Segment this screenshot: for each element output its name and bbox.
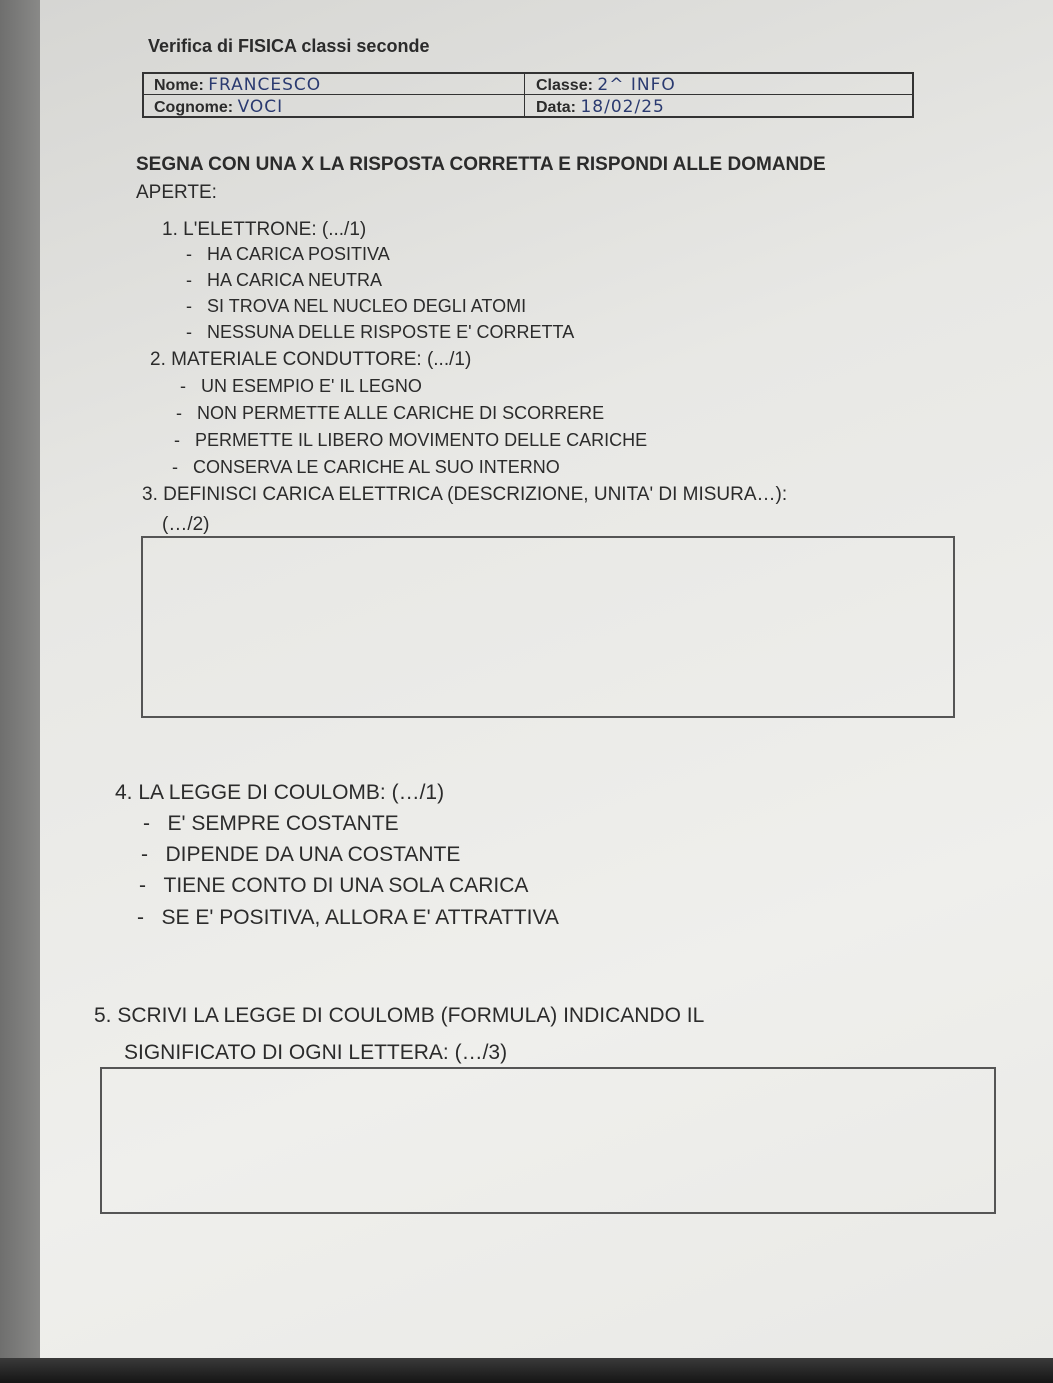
question-1-option-4[interactable]: - NESSUNA DELLE RISPOSTE E' CORRETTA (186, 322, 575, 342)
question-5-text-line-2: SIGNIFICATO DI OGNI LETTERA: (…/3) (124, 1041, 508, 1064)
question-1-option-2[interactable]: - HA CARICA NEUTRA (186, 270, 383, 290)
question-4-option-4[interactable]: - SE E' POSITIVA, ALLORA E' ATTRATTIVA (137, 906, 559, 929)
instructions-line-1: SEGNA CON UNA X LA RISPOSTA CORRETTA E RISPONDI ALLE DOMANDE (136, 154, 826, 175)
worksheet-title: Verifica di FISICA classi seconde (148, 36, 430, 56)
question-1-option-3[interactable]: - SI TROVA NEL NUCLEO DEGLI ATOMI (186, 296, 527, 316)
question-2-option-4[interactable]: - CONSERVA LE CARICHE AL SUO INTERNO (172, 457, 560, 477)
classe-label: Classe: (536, 77, 593, 94)
table-divider-vertical (524, 74, 525, 116)
data-value: 18/02/25 (580, 97, 665, 117)
question-1-option-1[interactable]: - HA CARICA POSITIVA (186, 244, 390, 264)
question-5-answer-box[interactable] (100, 1067, 996, 1214)
question-4-text: 4. LA LEGGE DI COULOMB: (…/1) (115, 781, 445, 804)
nome-cell (154, 75, 321, 95)
classe-cell (536, 75, 676, 95)
question-5-text-line-1: 5. SCRIVI LA LEGGE DI COULOMB (FORMULA) INDICANDO IL (94, 1004, 705, 1027)
cognome-cell (154, 97, 283, 117)
question-4-option-3[interactable]: - TIENE CONTO DI UNA SOLA CARICA (139, 874, 529, 897)
question-4-option-1[interactable]: - E' SEMPRE COSTANTE (143, 812, 399, 835)
question-2-text: 2. MATERIALE CONDUTTORE: (.../1) (150, 349, 472, 370)
question-3-text-line-2: (…/2) (162, 514, 210, 535)
question-2-option-3[interactable]: - PERMETTE IL LIBERO MOVIMENTO DELLE CARICHE (174, 430, 648, 450)
question-4-option-2[interactable]: - DIPENDE DA UNA COSTANTE (141, 843, 461, 866)
cognome-value: VOCI (237, 97, 284, 117)
nome-label: Nome: (154, 77, 204, 94)
student-info-table (142, 72, 914, 118)
data-cell (536, 97, 665, 117)
cognome-label: Cognome: (154, 99, 234, 116)
instructions-line-2: APERTE: (136, 182, 217, 203)
nome-value: FRANCESCO (208, 75, 322, 95)
question-2-option-1[interactable]: - UN ESEMPIO E' IL LEGNO (180, 376, 422, 396)
question-2-option-2[interactable]: - NON PERMETTE ALLE CARICHE DI SCORRERE (176, 403, 605, 423)
question-1-text: 1. L'ELETTRONE: (.../1) (162, 219, 367, 240)
question-3-answer-box[interactable] (141, 536, 955, 718)
data-label: Data: (536, 99, 577, 116)
question-3-text-line-1: 3. DEFINISCI CARICA ELETTRICA (DESCRIZIONE, UNITA' DI MISURA…): (142, 484, 788, 505)
classe-value: 2^ INFO (597, 75, 676, 95)
table-edge (0, 1358, 1053, 1383)
